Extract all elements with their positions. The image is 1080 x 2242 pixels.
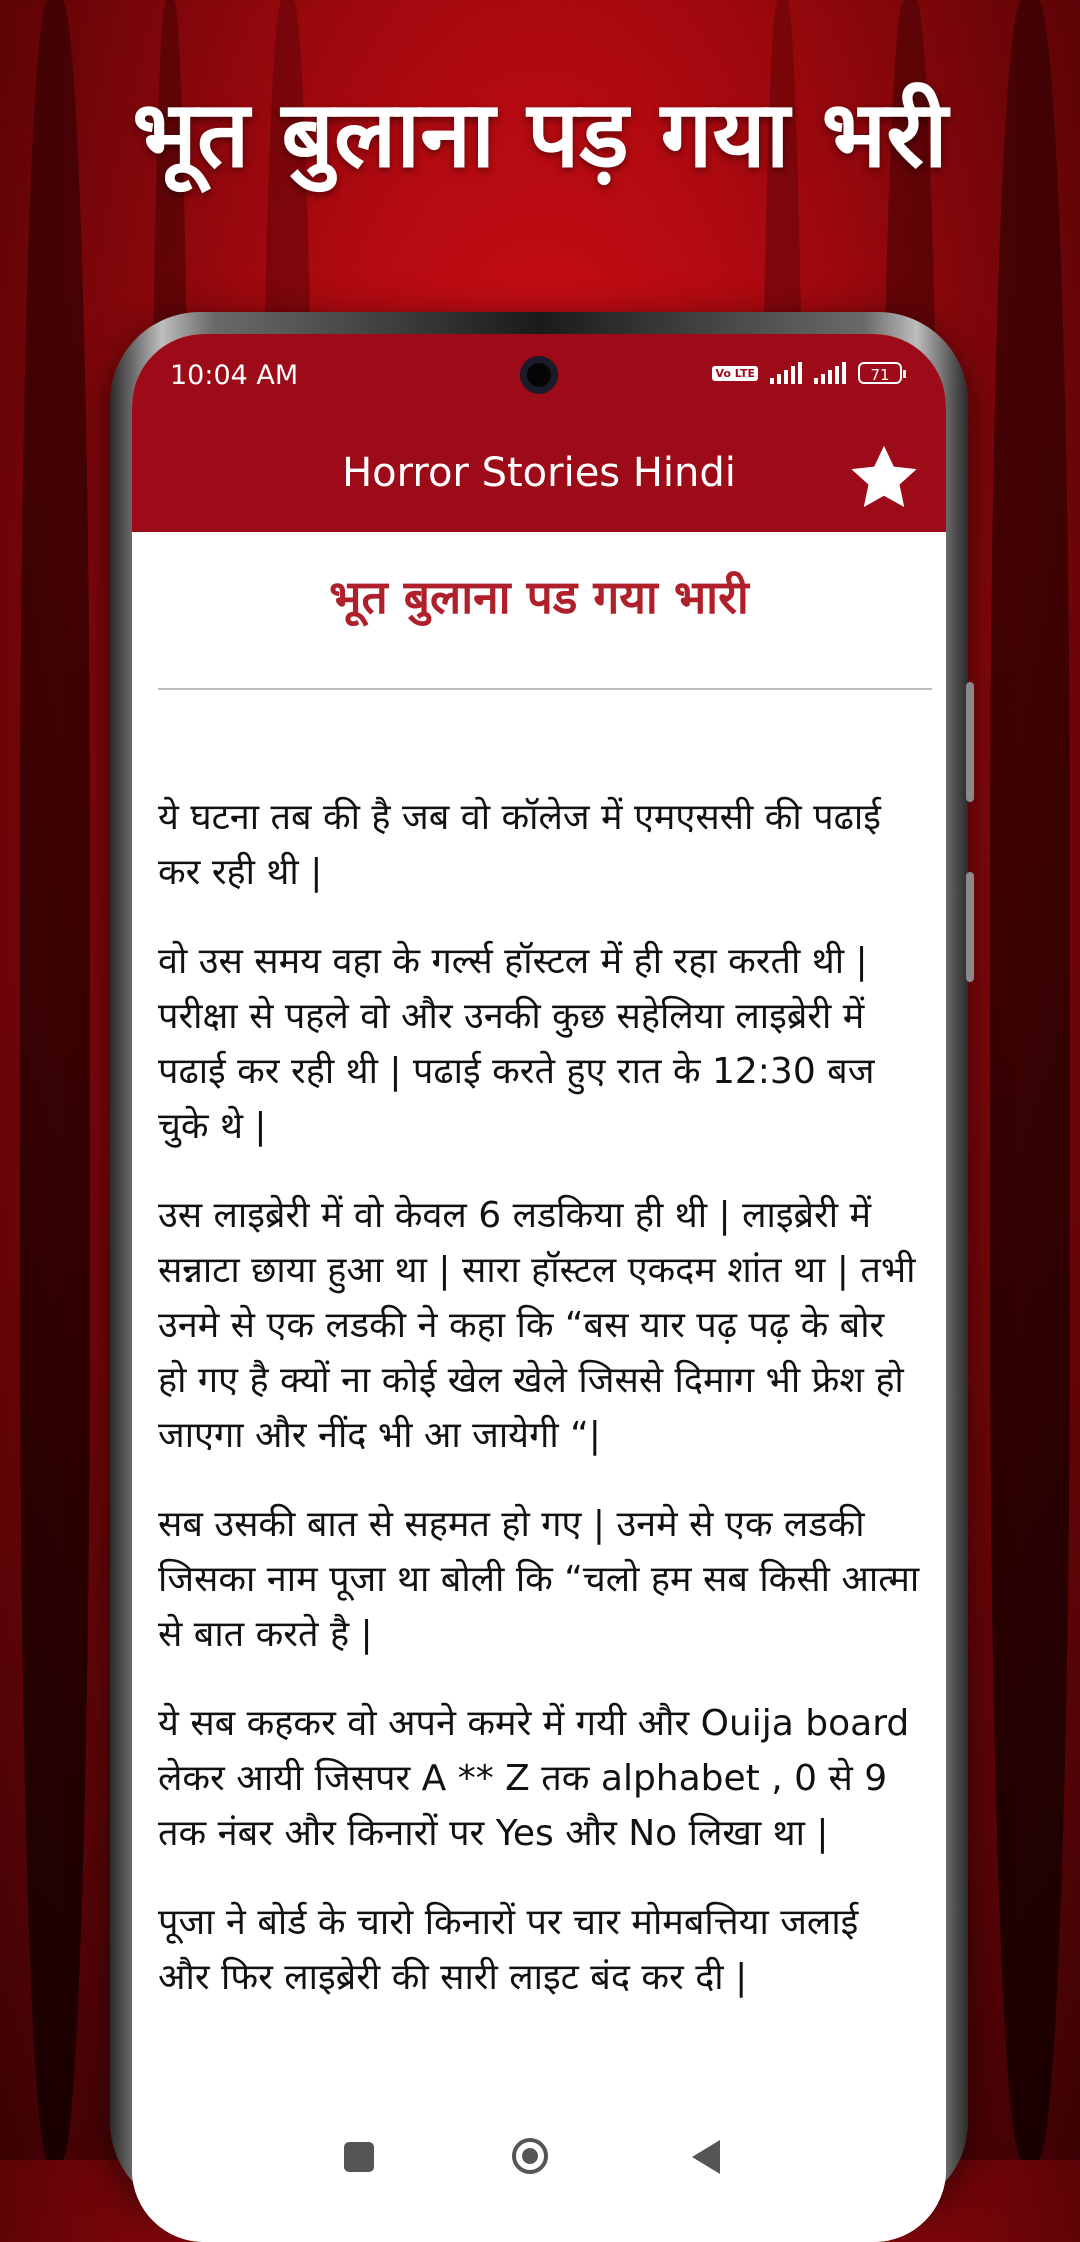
story-paragraph: ये घटना तब की है जब वो कॉलेज में एमएससी की पढाई कर रही थी | <box>158 796 881 893</box>
signal-icon <box>770 362 802 384</box>
signal-icon-2 <box>814 362 846 384</box>
phone-frame <box>110 312 968 2212</box>
star-icon <box>846 440 922 516</box>
status-time: 10:04 AM <box>170 360 299 391</box>
story-paragraph: सब उसकी बात से सहमत हो गए | उनमे से एक लडकी जिसका नाम पूजा था बोली कि “चलो हम सब किसी आत्मा से बात करते है | <box>158 1503 920 1655</box>
navigation-bar <box>132 2100 946 2242</box>
phone-screen <box>132 334 946 2242</box>
story-paragraph: पूजा ने बोर्ड के चारो किनारों पर चार मोमबत्तिया जलाई और फिर लाइब्रेरी की सारी लाइट बंद कर दी | <box>158 1901 859 1998</box>
back-button[interactable] <box>692 2140 720 2174</box>
story-paragraph: ये सब कहकर वो अपने कमरे में गयी और Ouija board लेकर आयी जिसपर A ** Z तक alphabet , 0 से 9 तक नंबर और किनारों पर Yes और No लिखा था | <box>158 1702 910 1854</box>
story-paragraph: वो उस समय वहा के गर्ल्स हॉस्टल में ही रहा करती थी | परीक्षा से पहले वो और उनकी कुछ सहेलिया लाइब्रेरी में पढाई कर रही थी | पढाई करते हुए रात के 12:30 बज चुके थे | <box>158 940 875 1147</box>
front-camera <box>520 356 558 394</box>
status-icons <box>712 362 902 384</box>
story-body <box>132 690 946 2005</box>
recent-apps-button[interactable] <box>344 2142 374 2172</box>
story-content[interactable] <box>132 532 946 2100</box>
story-paragraph: उस लाइब्रेरी में वो केवल 6 लडकिया ही थी | लाइब्रेरी में सन्नाटा छाया हुआ था | सारा हॉस्टल एकदम शांत था | तभी उनमे से एक लडकी ने कहा कि “बस यार पढ़ पढ़ के बोर हो गए है क्यों ना कोई खेल खेले जिससे दिमाग भी फ्रेश हो जाएगा और नींद भी आ जायेगी “| <box>158 1194 916 1456</box>
status-bar <box>132 334 946 422</box>
app-title: Horror Stories Hindi <box>342 450 736 496</box>
home-button[interactable] <box>512 2138 548 2174</box>
promo-headline: भूत बुलाना पड़ गया भरी <box>132 81 948 188</box>
battery-icon: 71 <box>858 362 902 384</box>
app-bar <box>132 422 946 532</box>
story-title: भूत बुलाना पड गया भारी <box>329 570 749 624</box>
volte-icon: Vo LTE <box>712 366 758 381</box>
favorite-button[interactable] <box>846 440 922 516</box>
